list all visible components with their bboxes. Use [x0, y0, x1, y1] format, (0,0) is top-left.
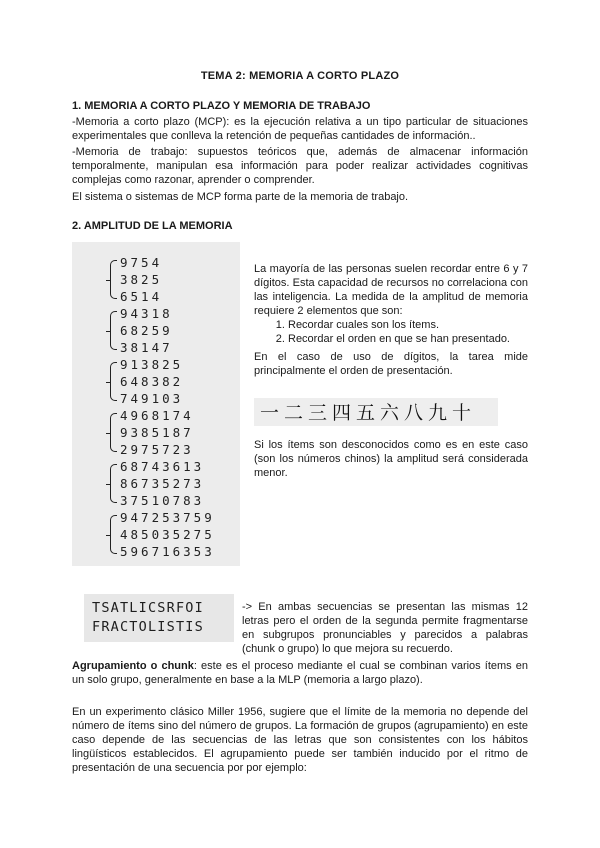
digit-sequence: 3825 — [120, 272, 163, 287]
chinese-numerals-figure — [254, 398, 498, 426]
digit-sequence: 4968174 — [120, 408, 194, 423]
digit-span-figure — [72, 242, 240, 566]
working-memory-definition: -Memoria de trabajo: supuestos teóricos que, además de almacenar información temporalmente, manipulan esa información para poder realizar actividades cognitivas complejas como razonar, aprender o comprender. — [72, 146, 528, 186]
digit-sequence: 947253759 — [120, 510, 215, 525]
digit-group — [120, 509, 215, 560]
digit-group — [120, 458, 204, 509]
digit-sequence: 485035275 — [120, 527, 215, 542]
digit-sequence: 648382 — [120, 374, 184, 389]
brace-icon — [110, 362, 117, 401]
digit-sequence: 596716353 — [120, 544, 215, 559]
section-1-heading: 1. MEMORIA A CORTO PLAZO Y MEMORIA DE TRABAJO — [72, 100, 371, 112]
digit-group — [120, 356, 183, 407]
list-item: 2. Recordar el orden en que se han presentado. — [288, 332, 562, 346]
digit-sequence: 2975723 — [120, 442, 194, 457]
document-title: TEMA 2: MEMORIA A CORTO PLAZO — [200, 70, 400, 82]
digit-sequence: 9754 — [120, 255, 163, 270]
letter-sequence: FRACTOLISTIS — [92, 619, 204, 635]
brace-icon — [110, 515, 117, 554]
chunk-definition — [72, 659, 528, 687]
digit-sequence: 913825 — [120, 357, 184, 372]
digit-sequence: 38147 — [120, 340, 173, 355]
mcp-definition: -Memoria a corto plazo (MCP): es la ejecución relativa a un tipo particular de situaciones experimentales que conlleva la retención de pequeñas cantidades de información.. — [72, 116, 528, 142]
chunk-definition-text: : este es el proceso mediante el cual se combinan varios ítems en un solo grupo, generalmente en base a la MLP (memoria a largo plazo). — [72, 660, 528, 686]
span-intro: La mayoría de las personas suelen recordar entre 6 y 7 dígitos. Esta capacidad de recursos no correlaciona con las inteligencia. La medida de la amplitud de memoria requiere 2 elementos que son: — [254, 263, 528, 317]
mcp-part-of-working-memory: El sistema o sistemas de MCP forma parte de la memoria de trabajo. — [72, 191, 409, 203]
list-item: 1. Recordar cuales son los ítems. — [288, 318, 562, 332]
span-elements-list — [254, 318, 562, 346]
brace-icon — [110, 260, 117, 299]
digit-group — [120, 305, 173, 356]
chinese-numerals-text: 一二三四五六八九十 — [260, 402, 477, 424]
digit-sequence: 94318 — [120, 306, 173, 321]
digit-sequence: 6514 — [120, 289, 163, 304]
digit-sequence: 68259 — [120, 323, 173, 338]
digit-group — [120, 254, 162, 305]
digit-sequence: 68743613 — [120, 459, 205, 474]
chinese-note: Si los ítems son desconocidos como es en este caso (son los números chinos) la amplitud será considerada menor. — [254, 439, 528, 479]
section-2-heading: 2. AMPLITUD DE LA MEMORIA — [72, 220, 233, 232]
brace-icon — [110, 413, 117, 452]
brace-icon — [110, 311, 117, 350]
digit-sequence: 86735273 — [120, 476, 205, 491]
digit-group — [120, 407, 194, 458]
letters-note: -> En ambas secuencias se presentan las mismas 12 letras pero el orden de la segunda permite fragmentarse en subgrupos pronunciables y parecidos a palabras (chunk o grupo) lo que mejora su recuerdo. — [242, 601, 528, 655]
digit-sequence: 749103 — [120, 391, 184, 406]
letter-sequence: TSATLICSRFOI — [92, 600, 204, 616]
chunk-term: Agrupamiento o chunk — [72, 660, 194, 672]
digit-sequence: 37510783 — [120, 493, 205, 508]
miller-paragraph: En un experimento clásico Miller 1956, sugiere que el límite de la memoria no depende del número de ítems sino del número de grupos. La formación de grupos (agrupamiento) en este caso depende de las secuencias de las letras que son consistentes con los hábitos lingüísticos establecidos. El agrupamiento puede ser también inducido por el ritmo de presentación de una secuencia por por ejemplo: — [72, 706, 528, 774]
digit-sequence: 9385187 — [120, 425, 194, 440]
letter-sequences-figure — [84, 594, 234, 642]
brace-icon — [110, 464, 117, 503]
digits-note: En el caso de uso de dígitos, la tarea mide principalmente el orden de presentación. — [254, 351, 528, 377]
chinese-numerals-image — [254, 398, 498, 426]
